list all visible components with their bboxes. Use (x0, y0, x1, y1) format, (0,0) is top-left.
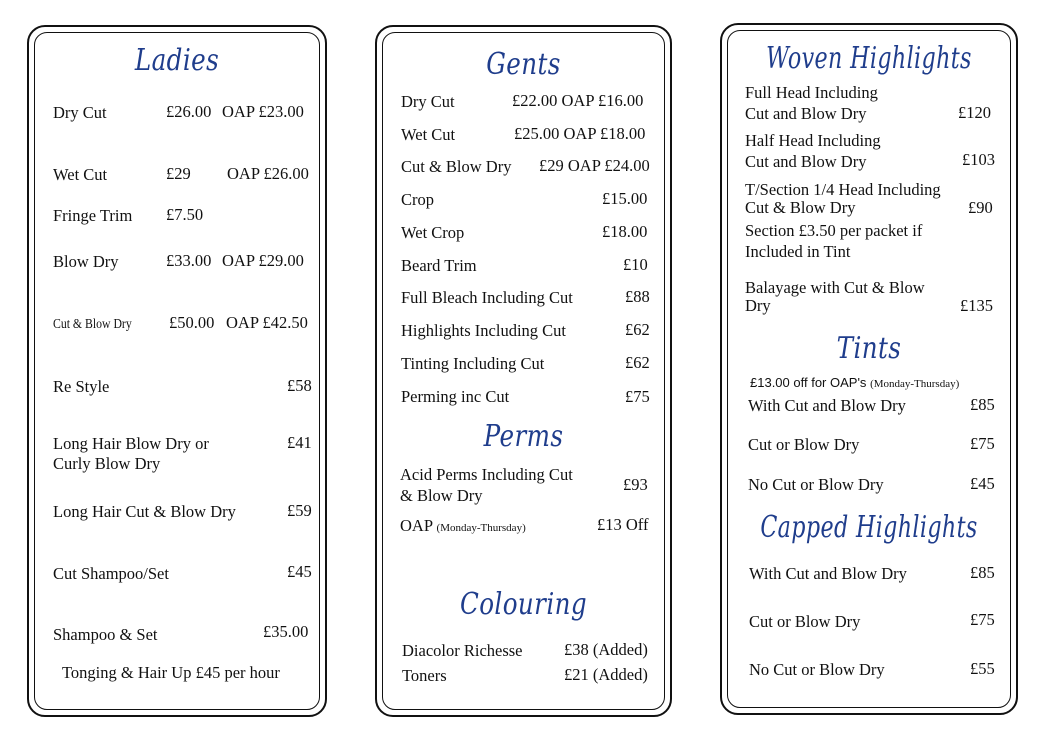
tints-cut-or-blow-dry-label: Cut or Blow Dry (748, 435, 860, 454)
ladies-long-hair-blow-dry-price: £41 (287, 433, 312, 452)
ladies-curly-blow-dry-label: Curly Blow Dry (53, 454, 161, 473)
tints-oap-note-days: (Monday-Thursday) (870, 378, 960, 390)
gents-heading: Gents (486, 47, 561, 82)
woven-balayage-label: Balayage with Cut & Blow (745, 278, 925, 297)
gents-panel (375, 25, 672, 717)
capped-no-cut-label: No Cut or Blow Dry (749, 660, 885, 679)
ladies-fringe-trim-label: Fringe Trim (53, 206, 133, 225)
perms-heading: Perms (483, 419, 564, 454)
woven-highlights-heading: Woven Highlights (766, 41, 972, 76)
ladies-blow-dry-label: Blow Dry (53, 252, 119, 271)
ladies-wet-cut-price: £29 (166, 164, 191, 183)
tints-heading: Tints (836, 331, 902, 366)
woven-balayage-label-2: Dry (745, 296, 771, 315)
highlights-panel (720, 23, 1018, 715)
ladies-cut-blow-dry-oap-price: OAP £42.50 (226, 313, 308, 332)
gents-dry-cut-price: £22.00 OAP £16.00 (512, 91, 644, 110)
ladies-heading: Ladies (134, 43, 220, 78)
colouring-toners-label: Toners (402, 666, 447, 685)
woven-half-head-price: £103 (962, 150, 995, 169)
gents-beard-trim-price: £10 (623, 255, 648, 274)
gents-highlights-price: £62 (625, 320, 650, 339)
tints-no-cut-price: £45 (970, 474, 995, 493)
gents-beard-trim-label: Beard Trim (401, 256, 477, 275)
tints-with-cut-label: With Cut and Blow Dry (748, 396, 906, 415)
gents-dry-cut-label: Dry Cut (401, 92, 455, 111)
gents-wet-cut-label: Wet Cut (401, 125, 456, 144)
woven-full-head-price: £120 (958, 103, 991, 122)
woven-section-packet-label: Section £3.50 per packet if (745, 221, 923, 240)
capped-highlights-heading: Capped Highlights (760, 510, 978, 545)
woven-half-head-label: Half Head Including (745, 131, 881, 150)
ladies-cut-shampoo-set-label: Cut Shampoo/Set (53, 564, 169, 583)
gents-crop-label: Crop (401, 190, 434, 209)
woven-t-section-label: T/Section 1/4 Head Including (745, 180, 941, 199)
tints-with-cut-price: £85 (970, 395, 995, 414)
ladies-long-hair-cut-label: Long Hair Cut & Blow Dry (53, 502, 236, 521)
ladies-dry-cut-label: Dry Cut (53, 103, 107, 122)
capped-with-cut-price: £85 (970, 563, 995, 582)
perms-acid-perms-price: £93 (623, 475, 648, 494)
ladies-blow-dry-price: £33.00 (166, 251, 212, 270)
tints-oap-note-text: £13.00 off for OAP's (750, 375, 867, 390)
ladies-re-style-price: £58 (287, 376, 312, 395)
ladies-shampoo-set-label: Shampoo & Set (53, 625, 158, 644)
gents-full-bleach-label: Full Bleach Including Cut (401, 288, 573, 307)
gents-cut-blow-dry-price: £29 OAP £24.00 (539, 156, 650, 175)
ladies-panel-inner-border (34, 32, 320, 710)
perms-oap-days: (Monday-Thursday) (436, 522, 526, 534)
ladies-dry-cut-price: £26.00 (166, 102, 212, 121)
ladies-cut-shampoo-set-price: £45 (287, 562, 312, 581)
gents-perming-label: Perming inc Cut (401, 387, 510, 406)
gents-wet-crop-label: Wet Crop (401, 223, 465, 242)
capped-cut-or-blow-dry-label: Cut or Blow Dry (749, 612, 861, 631)
ladies-long-hair-cut-price: £59 (287, 501, 312, 520)
perms-acid-perms-label: Acid Perms Including Cut (400, 465, 573, 484)
ladies-cut-blow-dry-text: Cut & Blow Dry (53, 317, 132, 332)
colouring-diacolor-label: Diacolor Richesse (402, 641, 523, 660)
woven-balayage-price: £135 (960, 296, 993, 315)
perms-oap-text: OAP (400, 516, 433, 535)
ladies-re-style-label: Re Style (53, 377, 110, 396)
colouring-diacolor-price: £38 (Added) (564, 640, 648, 659)
woven-half-head-label-2: Cut and Blow Dry (745, 152, 867, 171)
gents-crop-price: £15.00 (602, 189, 648, 208)
tints-cut-or-blow-dry-price: £75 (970, 434, 995, 453)
ladies-wet-cut-oap-price: OAP £26.00 (227, 164, 309, 183)
ladies-cut-blow-dry-label (53, 314, 147, 335)
ladies-blow-dry-oap-price: OAP £29.00 (222, 251, 304, 270)
tints-no-cut-label: No Cut or Blow Dry (748, 475, 884, 494)
woven-section-packet-label-2: Included in Tint (745, 242, 851, 261)
gents-full-bleach-price: £88 (625, 287, 650, 306)
woven-full-head-label: Full Head Including (745, 83, 878, 102)
ladies-wet-cut-label: Wet Cut (53, 165, 108, 184)
ladies-fringe-trim-price: £7.50 (166, 205, 204, 224)
ladies-tonging-hair-up: Tonging & Hair Up £45 per hour (62, 663, 280, 682)
capped-with-cut-label: With Cut and Blow Dry (749, 564, 907, 583)
ladies-long-hair-blow-dry-label: Long Hair Blow Dry or (53, 434, 209, 453)
tints-oap-note (750, 372, 959, 395)
ladies-shampoo-set-price: £35.00 (263, 622, 309, 641)
capped-cut-or-blow-dry-price: £75 (970, 610, 995, 629)
gents-tinting-label: Tinting Including Cut (401, 354, 545, 373)
woven-t-section-label-2: Cut & Blow Dry (745, 198, 856, 217)
gents-wet-cut-price: £25.00 OAP £18.00 (514, 124, 646, 143)
colouring-toners-price: £21 (Added) (564, 665, 648, 684)
perms-oap-label (400, 515, 526, 539)
woven-full-head-label-2: Cut and Blow Dry (745, 104, 867, 123)
gents-cut-blow-dry-label: Cut & Blow Dry (401, 157, 512, 176)
gents-highlights-label: Highlights Including Cut (401, 321, 566, 340)
gents-perming-price: £75 (625, 387, 650, 406)
ladies-cut-blow-dry-price: £50.00 (169, 313, 215, 332)
perms-blow-dry-label: & Blow Dry (400, 486, 483, 505)
gents-wet-crop-price: £18.00 (602, 222, 648, 241)
ladies-dry-cut-oap-price: OAP £23.00 (222, 102, 304, 121)
colouring-heading: Colouring (459, 587, 588, 622)
gents-tinting-price: £62 (625, 353, 650, 372)
perms-oap-price: £13 Off (597, 515, 649, 534)
woven-t-section-price: £90 (968, 198, 993, 217)
ladies-panel (27, 25, 327, 717)
capped-no-cut-price: £55 (970, 659, 995, 678)
